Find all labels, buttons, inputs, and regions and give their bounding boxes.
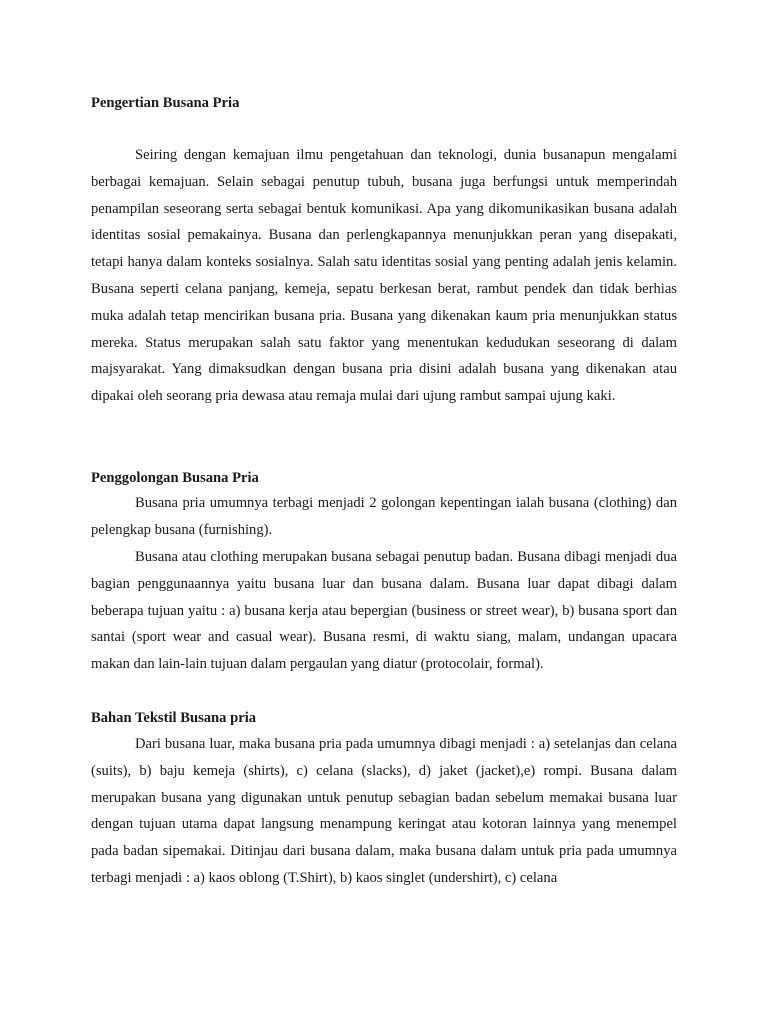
section-heading: Bahan Tekstil Busana pria bbox=[91, 710, 257, 726]
section-heading: Pengertian Busana Pria bbox=[91, 95, 240, 111]
body-paragraph: Busana pria umumnya terbagi menjadi 2 golongan kepentingan ialah busana (clothing) dan pelengkap busana (furnishing). bbox=[91, 495, 677, 538]
body-paragraph: Busana atau clothing merupakan busana sebagai penutup badan. Busana dibagi menjadi dua bagian penggunaannya yaitu busana luar dan busana dalam. Busana luar dapat dibagi dalam beberapa tujuan yaitu : a) busana kerja atau bepergian (business or street wear), b) busana sport dan santai (sport wear and casual wear). Busana resmi, di waktu siang, malam, undangan upacara makan dan lain-lain tujuan dalam pergaulan yang diatur (protocolair, formal). bbox=[91, 549, 677, 673]
document-page bbox=[91, 0, 677, 1024]
section-heading: Penggolongan Busana Pria bbox=[91, 470, 259, 486]
body-paragraph: Dari busana luar, maka busana pria pada umumnya dibagi menjadi : a) setelanjas dan celana (suits), b) baju kemeja (shirts), c) celana (slacks), d) jaket (jacket),e) rompi. Busana dalam merupakan busana yang digunakan untuk penutup sebagian badan sebelum memakai busana luar dengan tujuan utama dapat langsung menampung keringat atau kotoran lainnya yang menempel pada badan sipemakai. Ditinjau dari busana dalam, maka busana dalam untuk pria pada umumnya terbagi menjadi : a) kaos oblong (T.Shirt), b) kaos singlet (undershirt), c) celana bbox=[91, 736, 677, 886]
body-paragraph: Seiring dengan kemajuan ilmu pengetahuan dan teknologi, dunia busanapun mengalami berbagai kemajuan. Selain sebagai penutup tubuh, busana juga berfungsi untuk memperindah penampilan seseorang serta sebagai bentuk komunikasi. Apa yang dikomunikasikan busana adalah identitas sosial pemakainya. Busana dan perlengkapannya menunjukkan peran yang disepakati, tetapi hanya dalam konteks sosialnya. Salah satu identitas sosial yang penting adalah jenis kelamin. Busana seperti celana panjang, kemeja, sepatu berkesan berat, rambut pendek dan tidak berhias muka adalah tetap mencirikan busana pria. Busana yang dikenakan kaum pria menunjukkan status mereka. Status merupakan salah satu faktor yang menentukan kedudukan seseorang di dalam majsyarakat. Yang dimaksudkan dengan busana pria disini adalah busana yang dikenakan atau dipakai oleh seorang pria dewasa atau remaja mulai dari ujung rambut sampai ujung kaki. bbox=[91, 147, 677, 405]
